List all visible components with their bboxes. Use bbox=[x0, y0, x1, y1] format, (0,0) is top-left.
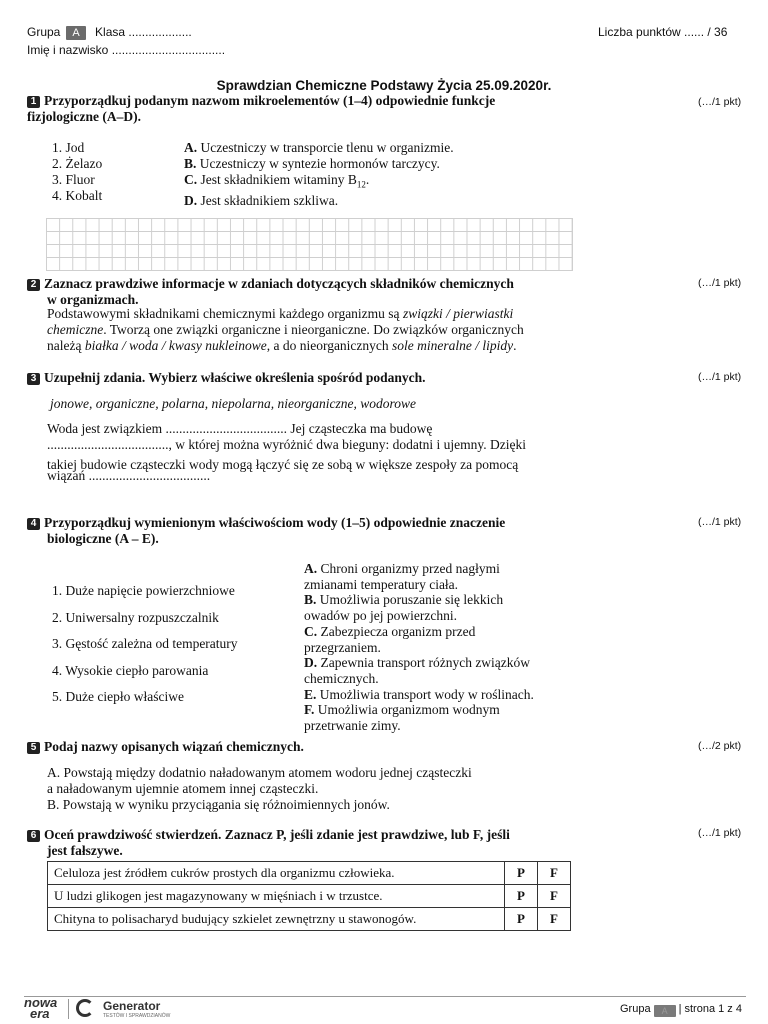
true-false-table bbox=[47, 861, 571, 931]
question-4-options bbox=[304, 561, 534, 734]
question-1-items bbox=[52, 140, 102, 204]
question-2-number: 2 bbox=[27, 279, 40, 291]
grupa-badge: A bbox=[66, 26, 85, 40]
option-e: E. Umożliwia transport wody w roślinach. bbox=[304, 686, 534, 702]
points-total: Liczba punktów ...... / 36 bbox=[598, 25, 728, 39]
question-4-items bbox=[52, 578, 238, 711]
logo-separator bbox=[68, 999, 69, 1019]
question-6-number: 6 bbox=[27, 830, 40, 842]
question-4-prompt: 4 Przyporządkuj wymienionym właściwościom wody (1–5) odpowiednie znaczenie biologiczne (A – E). bbox=[27, 515, 505, 547]
grupa-label: Grupa bbox=[27, 25, 61, 39]
word-bank: jonowe, organiczne, polarna, niepolarna, nieorganiczne, wodorowe bbox=[50, 396, 416, 411]
option-a: A. Uczestniczy w transporcie tlenu w organizmie. bbox=[184, 140, 454, 155]
question-3-points: (…/1 pkt) bbox=[698, 371, 742, 383]
question-2-points: (…/1 pkt) bbox=[698, 277, 742, 289]
f-cell[interactable]: F bbox=[538, 885, 571, 908]
question-6-prompt: 6 Oceń prawdziwość stwierdzeń. Zaznacz P, jeśli zdanie jest prawdziwe, lub F, jeśli jest fałszywe. bbox=[27, 827, 510, 859]
option-c: C. Zabezpiecza organizm przed przegrzaniem. bbox=[304, 623, 476, 655]
choice-inorganic[interactable]: sole mineralne / lipidy bbox=[392, 338, 514, 353]
list-item: 1. Jod bbox=[52, 140, 85, 155]
choice-zwiazki-pierwiastki[interactable]: związki / pierwiastki bbox=[402, 306, 514, 321]
option-f: F. Umożliwia organizmom wodnym przetrwanie zimy. bbox=[304, 702, 500, 734]
name-field: Imię i nazwisko .................................. bbox=[27, 43, 226, 57]
footer-page-info: Grupa A | strona 1 z 4 bbox=[620, 1003, 742, 1016]
generator-g-icon bbox=[76, 999, 94, 1017]
statement-cell: Chityna to polisacharyd budujący szkielet zewnętrzny u stawonogów. bbox=[48, 908, 505, 931]
question-5-prompt: 5 Podaj nazwy opisanych wiązań chemicznych. bbox=[27, 739, 304, 755]
f-cell[interactable]: F bbox=[538, 908, 571, 931]
question-3-number: 3 bbox=[27, 373, 40, 385]
question-3-body: Woda jest związkiem .................................... Jej cząsteczka ma budowę ...................................., w której można wyróżnić dwa bieguny: dodatni i ujemny. Dzięki takiej budowie cząsteczki wody mogą łączyć się ze sobą w większe zespoły za pomocą wiązań .................................... bbox=[47, 421, 527, 483]
option-c: C. Jest składnikiem witaminy $B_{12}$. bbox=[184, 172, 370, 190]
option-b: B. Umożliwia poruszanie się lekkich owadów po jej powierzchni. bbox=[304, 592, 504, 624]
list-item: 2. Uniwersalny rozpuszczalnik bbox=[52, 609, 219, 625]
question-1-prompt: 1 Przyporządkuj podanym nazwom mikroelementów (1–4) odpowiednie funkcje fizjologiczne (A–D). bbox=[27, 93, 496, 124]
question-1-options bbox=[184, 140, 454, 209]
p-cell[interactable]: P bbox=[505, 908, 538, 931]
option-d: D. Jest składnikiem szkliwa. bbox=[184, 192, 339, 208]
table-row bbox=[48, 862, 571, 885]
page-title: Sprawdzian Chemiczne Podstawy Życia 25.09.2020r. bbox=[216, 78, 552, 93]
nowa-era-logo: nowa era bbox=[24, 995, 58, 1021]
list-item: 4. Wysokie ciepło parowania bbox=[52, 662, 209, 678]
list-item: 2. Żelazo bbox=[52, 156, 103, 171]
choice-organic[interactable]: białka / woda / kwasy nukleinowe bbox=[84, 338, 267, 353]
question-2-body: Podstawowymi składnikami chemicznymi każdego organizmu są związki / pierwiastki chemiczne. Tworzą one związki organiczne i nieorganiczne. Do związków organicznych należą białka / woda / kwasy nukleinowe, a do nieorganicznych sole mineralne / lipidy. bbox=[47, 306, 524, 353]
list-item: 3. Fluor bbox=[52, 172, 95, 187]
footer-grupa-badge: A bbox=[654, 1005, 676, 1017]
option-b: B. Uczestniczy w syntezie hormonów tarczycy. bbox=[184, 156, 440, 171]
question-1-points: (…/1 pkt) bbox=[698, 96, 742, 108]
question-1-number: 1 bbox=[27, 96, 40, 108]
statement-cell: Celuloza jest źródłem cukrów prostych dla organizmu człowieka. bbox=[48, 862, 505, 885]
p-cell[interactable]: P bbox=[505, 885, 538, 908]
list-item: 5. Duże ciepło właściwe bbox=[52, 689, 184, 704]
list-item: 1. Duże napięcie powierzchniowe bbox=[52, 583, 235, 598]
list-item: 3. Gęstość zależna od temperatury bbox=[52, 636, 238, 651]
list-item: 4. Kobalt bbox=[52, 188, 103, 203]
generator-logo-subtitle: TESTÓW I SPRAWDZIANÓW bbox=[103, 1013, 171, 1019]
grupa-field bbox=[27, 25, 192, 40]
generator-logo-text: Generator bbox=[103, 999, 161, 1013]
answer-grid[interactable] bbox=[46, 218, 573, 271]
question-3-prompt: 3 Uzupełnij zdania. Wybierz właściwe określenia spośród podanych. bbox=[27, 370, 426, 386]
statement-cell: U ludzi glikogen jest magazynowany w mięśniach i w trzustce. bbox=[48, 885, 505, 908]
page-number: | strona 1 z 4 bbox=[678, 1003, 742, 1015]
question-4-points: (…/1 pkt) bbox=[698, 516, 742, 528]
option-a: A. Chroni organizmy przed nagłymi zmianami temperatury ciała. bbox=[304, 561, 500, 592]
table-row bbox=[48, 885, 571, 908]
question-5-points: (…/2 pkt) bbox=[698, 740, 742, 752]
footer-divider bbox=[24, 996, 746, 997]
p-cell[interactable]: P bbox=[505, 862, 538, 885]
question-4-number: 4 bbox=[27, 518, 40, 530]
question-5-body: A. Powstają między dodatnio naładowanym atomem wodoru jednej cząsteczki a naładowanym ujemnie atomem innej cząsteczki. B. Powstają w wyniku przyciągania się różnoimiennych jonów. bbox=[47, 765, 472, 812]
f-cell[interactable]: F bbox=[538, 862, 571, 885]
table-row bbox=[48, 908, 571, 931]
question-5-number: 5 bbox=[27, 742, 40, 754]
option-d: D. Zapewnia transport różnych związków chemicznych. bbox=[304, 655, 531, 686]
klasa-field: Klasa ................... bbox=[95, 25, 192, 39]
question-2-prompt: 2 Zaznacz prawdziwe informacje w zdaniach dotyczących składników chemicznych w organizmach. bbox=[27, 276, 514, 308]
question-6-points: (…/1 pkt) bbox=[698, 827, 742, 839]
